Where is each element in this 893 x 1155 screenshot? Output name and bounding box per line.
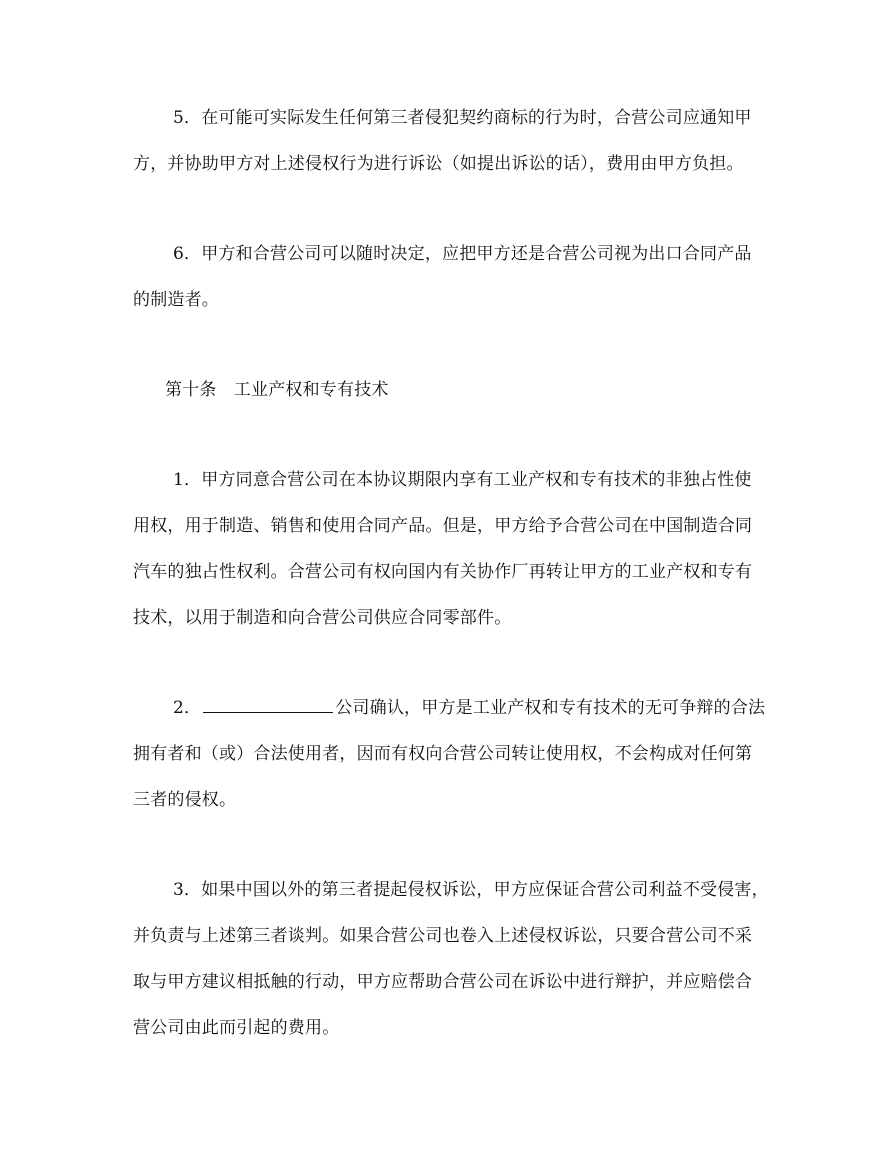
clause-2-line-3: 三者的侵权。 <box>133 790 237 810</box>
article-10-heading: 第十条 工业产权和专有技术 <box>165 380 389 400</box>
clause-1-line-3: 汽车的独占性权利。合营公司有权向国内有关协作厂再转让甲方的工业产权和专有 <box>133 562 753 582</box>
clause-3-line-3: 取与甲方建议相抵触的行动，甲方应帮助合营公司在诉讼中进行辩护，并应赔偿合 <box>133 972 753 992</box>
clause-3-line-1: 3．如果中国以外的第三者提起侵权诉讼，甲方应保证合营公司利益不受侵害， <box>173 880 769 900</box>
clause-3-line-4: 营公司由此而引起的费用。 <box>133 1018 340 1038</box>
clause-1-line-4: 技术，以用于制造和向合营公司供应合同零部件。 <box>133 608 512 628</box>
clause-2-line-1 <box>173 696 873 720</box>
clause-2-line-1-text: 公司确认，甲方是工业产权和专有技术的无可争辩的合法 <box>335 698 766 718</box>
clause-2-number: 2． <box>173 698 202 718</box>
clause-1-line-1: 1．甲方同意合营公司在本协议期限内享有工业产权和专有技术的非独占性使 <box>173 470 752 490</box>
paragraph-5-line-1: 5．在可能可实际发生任何第三者侵犯契约商标的行为时，合营公司应通知甲 <box>173 108 752 128</box>
clause-2-line-2: 拥有者和（或）合法使用者，因而有权向合营公司转让使用权，不会构成对任何第 <box>133 744 753 764</box>
paragraph-6-line-2: 的制造者。 <box>133 290 219 310</box>
paragraph-5-line-2: 方，并协助甲方对上述侵权行为进行诉讼（如提出诉讼的话），费用由甲方负担。 <box>133 154 744 174</box>
clause-3-line-2: 并负责与上述第三者谈判。如果合营公司也卷入上述侵权诉讼，只要合营公司不采 <box>133 926 753 946</box>
paragraph-6-line-1: 6．甲方和合营公司可以随时决定，应把甲方还是合营公司视为出口合同产品 <box>173 244 752 264</box>
clause-1-line-2: 用权，用于制造、销售和使用合同产品。但是，甲方给予合营公司在中国制造合同 <box>133 516 753 536</box>
fill-in-blank[interactable] <box>203 697 333 713</box>
